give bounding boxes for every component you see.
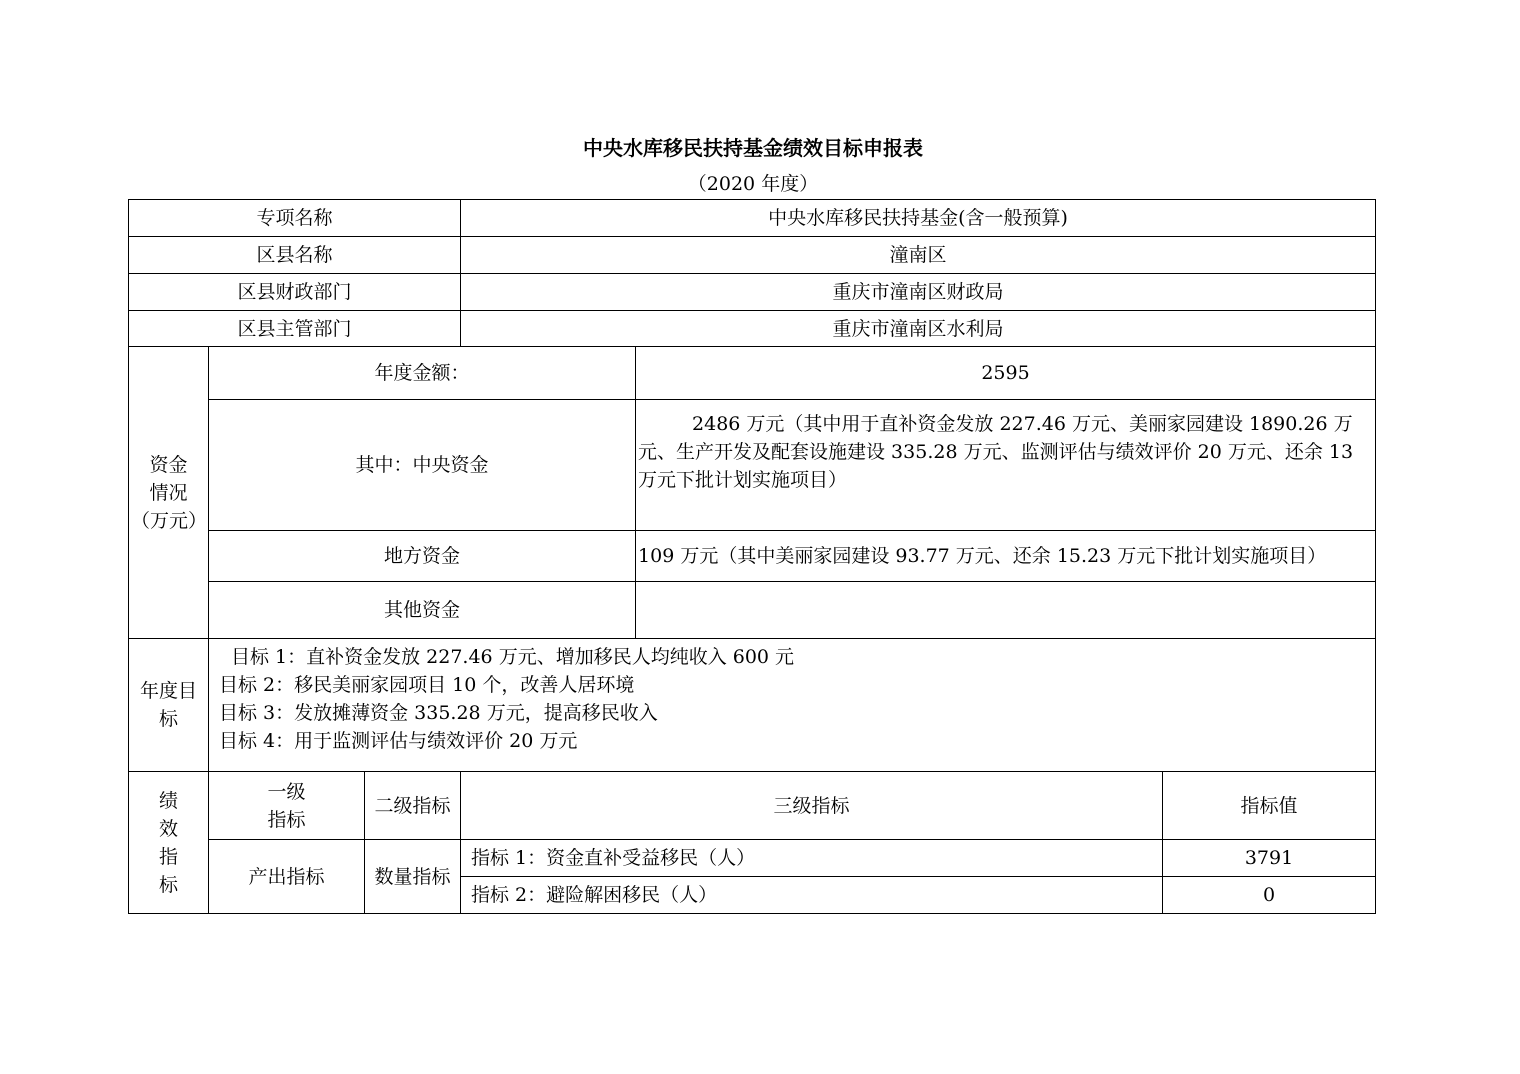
performance-goal-form [128, 199, 1376, 914]
indicator-name: 指标 1：资金直补受益移民（人） [461, 840, 1163, 877]
district-label: 区县名称 [129, 237, 461, 274]
performance-section-label [129, 772, 209, 914]
table-row [129, 840, 1376, 877]
row-local-funds [129, 531, 1376, 582]
annual-amount-label: 年度金额： [209, 347, 636, 400]
level2-value: 数量指标 [365, 840, 461, 914]
goal-item: 目标 3：发放摊薄资金 335.28 万元，提高移民收入 [219, 702, 658, 724]
goal-item: 目标 2：移民美丽家园项目 10 个，改善人居环境 [219, 674, 635, 696]
funding-label-line-2: 情况 [149, 481, 188, 504]
row-indicator-headers [129, 772, 1376, 840]
row-annual-amount [129, 347, 1376, 400]
project-name-label: 专项名称 [129, 200, 461, 237]
district-value: 潼南区 [461, 237, 1376, 274]
annual-goals-label-line-2: 标 [158, 708, 178, 730]
row-finance-dept [129, 274, 1376, 311]
annual-goals-content [209, 639, 1376, 772]
annual-goals-label-line-1: 年度目 [139, 680, 197, 702]
performance-label-line-1: 绩 [158, 789, 178, 812]
annual-goals-label [129, 639, 209, 772]
level1-header-line-2: 指标 [267, 808, 306, 831]
performance-label-line-3: 指 [158, 845, 178, 868]
level1-header-line-1: 一级 [267, 780, 306, 803]
performance-label-line-2: 效 [158, 817, 178, 840]
goal-item: 目标 4：用于监测评估与绩效评价 20 万元 [219, 730, 578, 752]
funding-label-line-3: （万元） [131, 509, 208, 532]
value-header: 指标值 [1163, 772, 1376, 840]
finance-dept-value: 重庆市潼南区财政局 [461, 274, 1376, 311]
supervising-dept-value: 重庆市潼南区水利局 [461, 311, 1376, 347]
row-other-funds [129, 582, 1376, 639]
central-funds-label: 其中：中央资金 [209, 400, 636, 531]
annual-amount-value: 2595 [636, 347, 1376, 400]
indicator-value: 0 [1163, 877, 1376, 914]
performance-label-line-4: 标 [158, 873, 178, 896]
row-project-name [129, 200, 1376, 237]
other-funds-label: 其他资金 [209, 582, 636, 639]
level1-value: 产出指标 [209, 840, 365, 914]
row-annual-goals [129, 639, 1376, 772]
goal-item: 目标 1：直补资金发放 227.46 万元、增加移民人均纯收入 600 元 [231, 646, 795, 668]
funding-section-label [129, 347, 209, 639]
row-central-funds [129, 400, 1376, 531]
indicator-name: 指标 2：避险解困移民（人） [461, 877, 1163, 914]
level1-header [209, 772, 365, 840]
row-district [129, 237, 1376, 274]
indicator-value: 3791 [1163, 840, 1376, 877]
other-funds-value [636, 582, 1376, 639]
row-supervising-dept [129, 311, 1376, 347]
central-funds-value: 2486 万元（其中用于直补资金发放 227.46 万元、美丽家园建设 1890.26 万元、生产开发及配套设施建设 335.28 万元、监测评估与绩效评价 20 万元、还余 13 万元下批计划实施项目） [636, 400, 1376, 531]
finance-dept-label: 区县财政部门 [129, 274, 461, 311]
level3-header: 三级指标 [461, 772, 1163, 840]
page-subtitle: （2020 年度） [687, 173, 819, 195]
funding-label-line-1: 资金 [149, 453, 188, 476]
local-funds-value: 109 万元（其中美丽家园建设 93.77 万元、还余 15.23 万元下批计划实施项目） [636, 531, 1376, 582]
local-funds-label: 地方资金 [209, 531, 636, 582]
supervising-dept-label: 区县主管部门 [129, 311, 461, 347]
level2-header: 二级指标 [365, 772, 461, 840]
page-title: 中央水库移民扶持基金绩效目标申报表 [583, 136, 923, 160]
project-name-value: 中央水库移民扶持基金(含一般预算) [461, 200, 1376, 237]
